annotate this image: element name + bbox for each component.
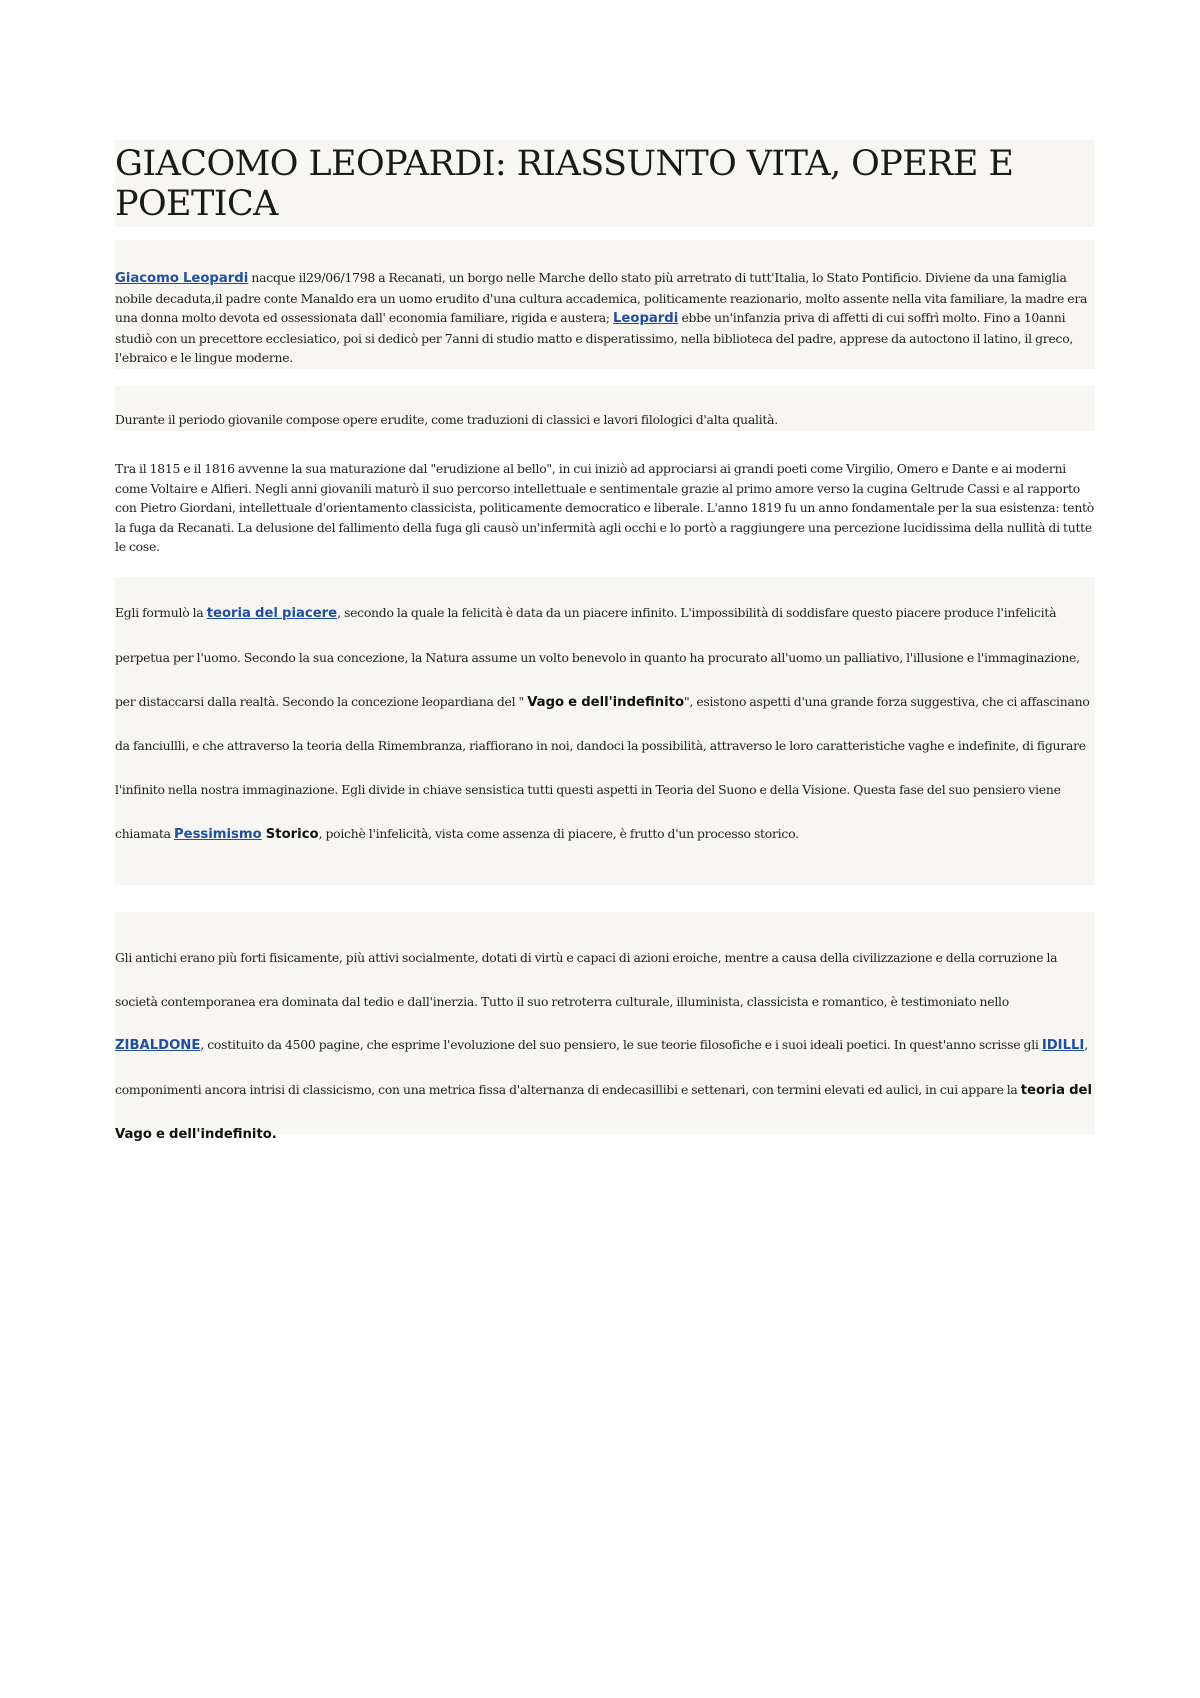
link-pessimismo[interactable]: Pessimismo (173, 826, 262, 842)
text-segment: Egli formulò la (115, 605, 207, 620)
text-segment: , costituito da 4500 pagine, che esprime l'evoluzione del suo pensiero, le sue teorie filosofiche e i suoi ideali poetici. In quest'anno scrisse gli (200, 1037, 1042, 1052)
bold-term: Vago e dell'indefinito (527, 694, 684, 710)
paragraph-pleasure-theory (115, 577, 1095, 885)
link-idilli[interactable]: IDILLI (1041, 1038, 1085, 1053)
text-segment: Gli antichi erano più forti fisicamente, più attivi socialmente, dotati di virtù e capaci di azioni eroiche, mentre a causa della civilizzazione e della corruzione la società contemporanea era dominata dal tedio e dall'inerzia. Tutto il suo retroterra culturale, illuminista, classicista e romantico, è testimoniato nello (115, 950, 1058, 1009)
text-segment: Durante il periodo giovanile compose opere erudite, come traduzioni di classici e lavori filologici d'alta qualità. (115, 412, 778, 427)
text-segment: , poichè l'infelicità, vista come assenza di piacere, è frutto d'un processo storico. (318, 825, 799, 841)
bold-term: teoria del Vago e dell'indefinito. (115, 1082, 1092, 1142)
paragraph-zibaldone (115, 912, 1095, 1142)
text-segment: , secondo la quale la felicità è data da un piacere infinito. L'impossibilità di soddisfare questo piacere produce l'infelicità perpetua per l'uomo. Secondo la sua concezione, la Natura assume un volto benevolo in quanto ha procurato all'uomo un palliativo, l'illusione e l'immaginazione, per distaccarsi dalla realtà. Secondo la concezione leopardiana del " (115, 605, 1080, 709)
bold-term: Storico (261, 826, 319, 842)
paragraph-biography-text (115, 240, 1095, 368)
text-segment: Tra il 1815 e il 1816 avvenne la sua maturazione dal "erudizione al bello", in cui iniziò ad approciarsi ai grandi poeti come Virgilio, Omero e Dante e ai moderni come Voltaire e Alfieri. Negli anni giovanili maturò il suo percorso intellettuale e sentimentale grazie al primo amore verso la cugina Geltrude Cassi e al rapporto con Pietro Giordani, intellettuale d'orientamento classicista, politicamente democratico e liberale. L'anno 1819 fu un anno fondamentale per la sua esistenza: tentò la fuga da Recanati. La delusione del fallimento della fuga gli causò un'infermità agli occhi e lo portò a raggiungere una percezione lucidissima della nullità di tutte le cose. (115, 461, 1094, 555)
text-segment: , componimenti ancora intrisi di classicismo, con una metrica fissa d'alternanza di endecasillibi e settenari, con termini elevati ed aulici, in cui appare la (115, 1037, 1088, 1097)
page-title-text: GIACOMO LEOPARDI: RIASSUNTO VITA, OPERE E POETICA (115, 144, 1014, 224)
text-segment: ", esistono aspetti d'una grande forza suggestiva, che ci affascinano da fanciullli, e che attraverso la teoria della Rimembranza, riaffiorano in noi, dandoci la possibilità, attraverso le loro caratteristiche vaghe e indefinite, di figurare l'infinito nella nostra immaginazione. Egli divide in chiave sensistica tutti questi aspetti in Teoria del Suono e della Visione. Questa fase del suo pensiero viene chiamata (115, 693, 1090, 841)
paragraph-pleasure-theory-text (115, 577, 1095, 857)
link-zibaldone[interactable]: ZIBALDONE (115, 1038, 201, 1053)
paragraph-maturation (115, 454, 1095, 562)
page-title (115, 140, 1095, 227)
link-leopardi[interactable]: Leopardi (613, 311, 679, 327)
link-giacomo-leopardi[interactable]: Giacomo Leopardi (115, 271, 249, 286)
text-segment: ebbe un'infanzia priva di affetti di cui soffrì molto. Fino a 10anni studiò con un precettore ecclesiatico, poi si dedicò per 7anni di studio matto e disperatissimo, nella biblioteca del padre, apprese da autoctono il latino, il greco, l'ebraico e le lingue moderne. (115, 310, 1074, 366)
paragraph-biography (115, 240, 1095, 369)
text-segment: nacque il29/06/1798 a Recanati, un borgo nelle Marche dello stato più arretrato di tutt'Italia, lo Stato Pontificio. Diviene da una famiglia nobile decaduta,il padre conte Manaldo era un uomo erudito d'una cultura accademica, politicamente reazionario, molto assente nella vita familiare, la madre era una donna molto devota ed ossessionata dall' economia familiare, rigida e austera; (115, 270, 1088, 326)
link-teoria-del-piacere[interactable]: teoria del piacere (206, 606, 338, 621)
paragraph-early-works (115, 386, 1095, 431)
paragraph-zibaldone-text (115, 912, 1095, 1157)
